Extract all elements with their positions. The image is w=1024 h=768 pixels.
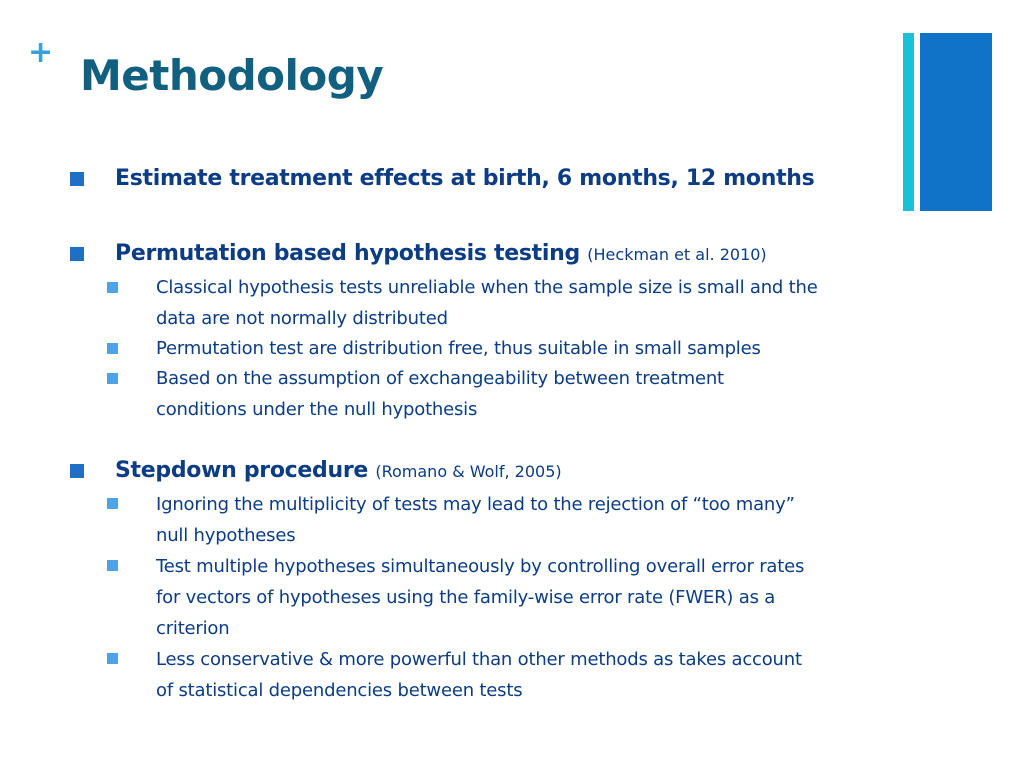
- slide-title: Methodology: [80, 51, 384, 100]
- level2-bullet-icon: [107, 282, 118, 293]
- sub-bullet-line: criterion: [156, 618, 230, 639]
- bullet-heading: [115, 456, 562, 487]
- bullet-heading-text: Permutation based hypothesis testing: [115, 241, 580, 266]
- level2-bullet-icon: [107, 653, 118, 664]
- plus-icon: +: [28, 35, 54, 70]
- sub-bullet-line: Permutation test are distribution free, thus suitable in small samples: [156, 338, 761, 359]
- sub-bullet-line: for vectors of hypotheses using the family-wise error rate (FWER) as a: [156, 587, 776, 608]
- level1-bullet-icon: [70, 247, 84, 261]
- level2-bullet-icon: [107, 560, 118, 571]
- bullet-heading: [115, 239, 767, 270]
- level1-bullet-icon: [70, 172, 84, 186]
- level2-bullet-icon: [107, 343, 118, 354]
- bullet-heading-text: Stepdown procedure: [115, 458, 368, 483]
- citation: (Heckman et al. 2010): [587, 245, 767, 264]
- bullet-heading-text: Estimate treatment effects at birth, 6 months, 12 months: [115, 166, 815, 191]
- sub-bullet-line: Less conservative & more powerful than other methods as takes account: [156, 649, 802, 670]
- level2-bullet-icon: [107, 498, 118, 509]
- accent-bar-thick: [920, 33, 992, 211]
- sub-bullet-line: data are not normally distributed: [156, 308, 448, 329]
- citation: (Romano & Wolf, 2005): [375, 462, 562, 481]
- sub-bullet-line: Test multiple hypotheses simultaneously by controlling overall error rates: [156, 556, 805, 577]
- level1-bullet-icon: [70, 464, 84, 478]
- accent-bar-thin: [903, 33, 914, 211]
- sub-bullet-line: Classical hypothesis tests unreliable when the sample size is small and the: [156, 277, 818, 298]
- level2-bullet-icon: [107, 373, 118, 384]
- sub-bullet-line: Based on the assumption of exchangeability between treatment: [156, 368, 724, 389]
- sub-bullet-line: Ignoring the multiplicity of tests may lead to the rejection of “too many”: [156, 494, 795, 515]
- sub-bullet-line: conditions under the null hypothesis: [156, 399, 478, 420]
- bullet-heading: [115, 164, 814, 194]
- sub-bullet-line: null hypotheses: [156, 525, 296, 546]
- sub-bullet-line: of statistical dependencies between tests: [156, 680, 523, 701]
